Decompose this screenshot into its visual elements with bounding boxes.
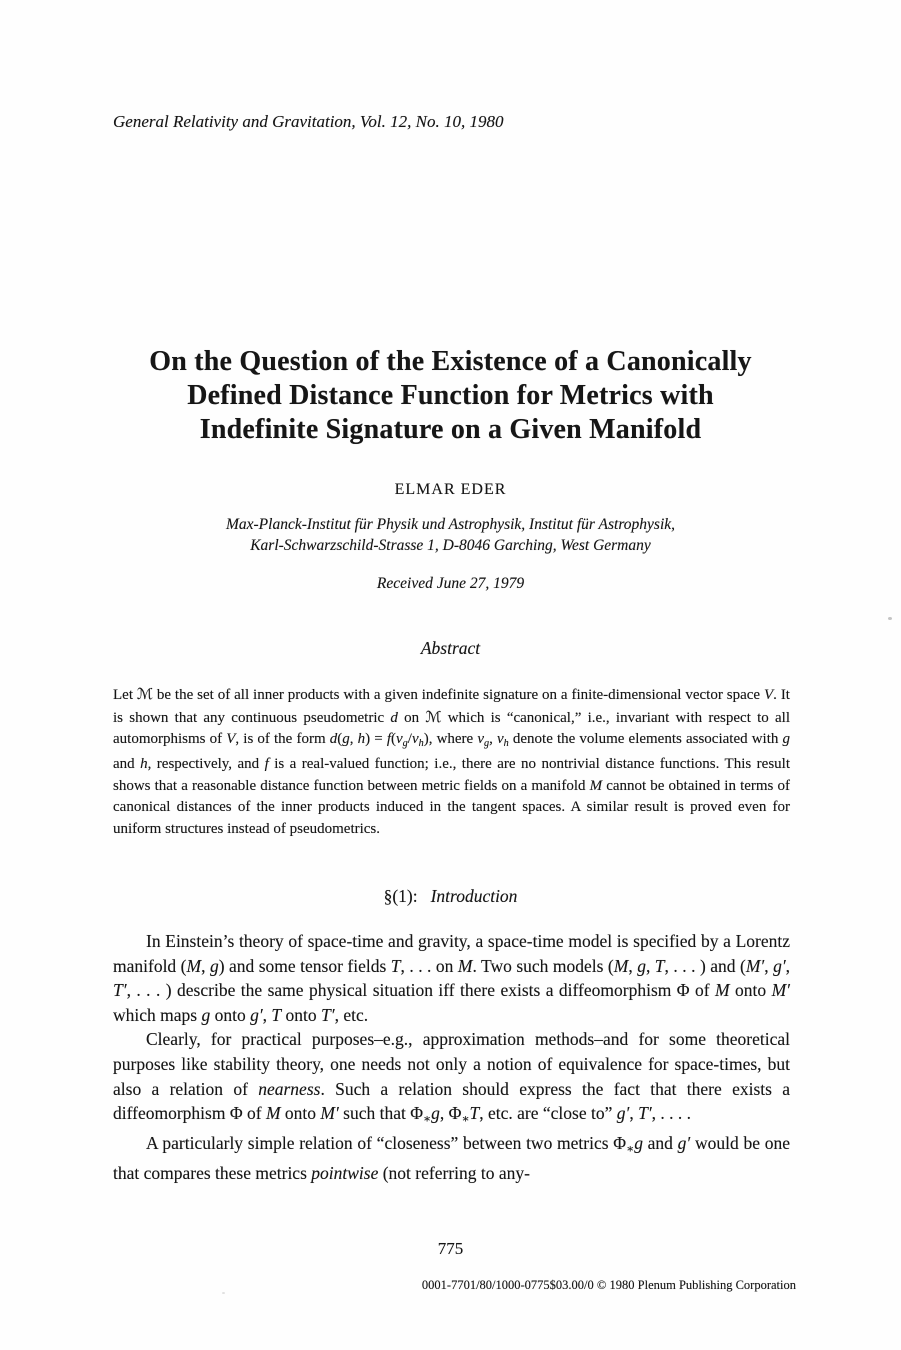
section-title: Introduction [430, 886, 518, 906]
body-paragraph: In Einstein’s theory of space-time and gravity, a space-time model is specified by a Lorentz manifold (M, g) and some tensor fields T, . . . on M. Two such models (M, g, T, . . . ) and (M′, g′, T′, . . . ) describe the same physical situation iff there exists a diffeomorphism Φ of M onto M′ which maps g onto g′, T onto T′, etc. [113, 931, 791, 1025]
body-paragraph: A particularly simple relation of “closeness” between two metrics Φ∗g and g′ would be one that compares these metrics pointwise (not referring to any- [113, 1133, 790, 1183]
author-name: ELMAR EDER [394, 481, 507, 498]
section-heading [0, 886, 901, 907]
affiliation-line-2: Karl-Schwarzschild-Strasse 1, D-8046 Garching, West Germany [250, 537, 651, 554]
scan-speck [888, 617, 892, 620]
title-line-2: Defined Distance Function for Metrics with [187, 380, 714, 411]
title-line-3: Indefinite Signature on a Given Manifold [199, 414, 702, 445]
body-paragraph: Clearly, for practical purposes–e.g., approximation methods–and for some theoretical purposes like stability theory, one needs not only a notion of equivalence for space-times, but also a relation of nearness. Such a relation should express the fact that there exists a diffeomorphism Φ of M onto M′ such that Φ∗g, Φ∗T, etc. are “close to” g′, T′, . . . . [113, 1029, 791, 1126]
section-number: §(1): [383, 886, 418, 906]
affiliation-line-1: Max-Planck-Institut für Physik und Astrophysik, Institut für Astrophysik, [225, 516, 675, 533]
abstract-heading: Abstract [420, 638, 481, 658]
author-affiliation [0, 514, 901, 556]
received-date: Received June 27, 1979 [376, 575, 525, 592]
scan-speck [222, 1292, 225, 1294]
introduction-body [113, 929, 790, 1186]
title-line-1: On the Question of the Existence of a Canonically [149, 346, 752, 377]
page-number: 775 [437, 1239, 464, 1258]
journal-header: General Relativity and Gravitation, Vol. 12, No. 10, 1980 [113, 112, 504, 131]
copyright-line: 0001-7701/80/1000-0775$03.00/0 © 1980 Plenum Publishing Corporation [421, 1278, 796, 1292]
abstract-text: Let ℳ be the set of all inner products with a given indefinite signature on a finite-dimensional vector space V. It is shown that any continuous pseudometric d on ℳ which is “canonical,” i.e., invariant with respect to all automorphisms of V, is of the form d(g, h) = f(vg/vh), where vg, vh denote the volume elements associated with g and h, respectively, and f is a real-valued function; i.e., there are no nontrivial distance functions. This result shows that a reasonable distance function between metric fields on a manifold M cannot be obtained in terms of canonical distances of the inner products induced in the tangent spaces. A similar result is proved even for uniform structures instead of pseudometrics. [113, 685, 791, 837]
paper-title [0, 345, 901, 447]
